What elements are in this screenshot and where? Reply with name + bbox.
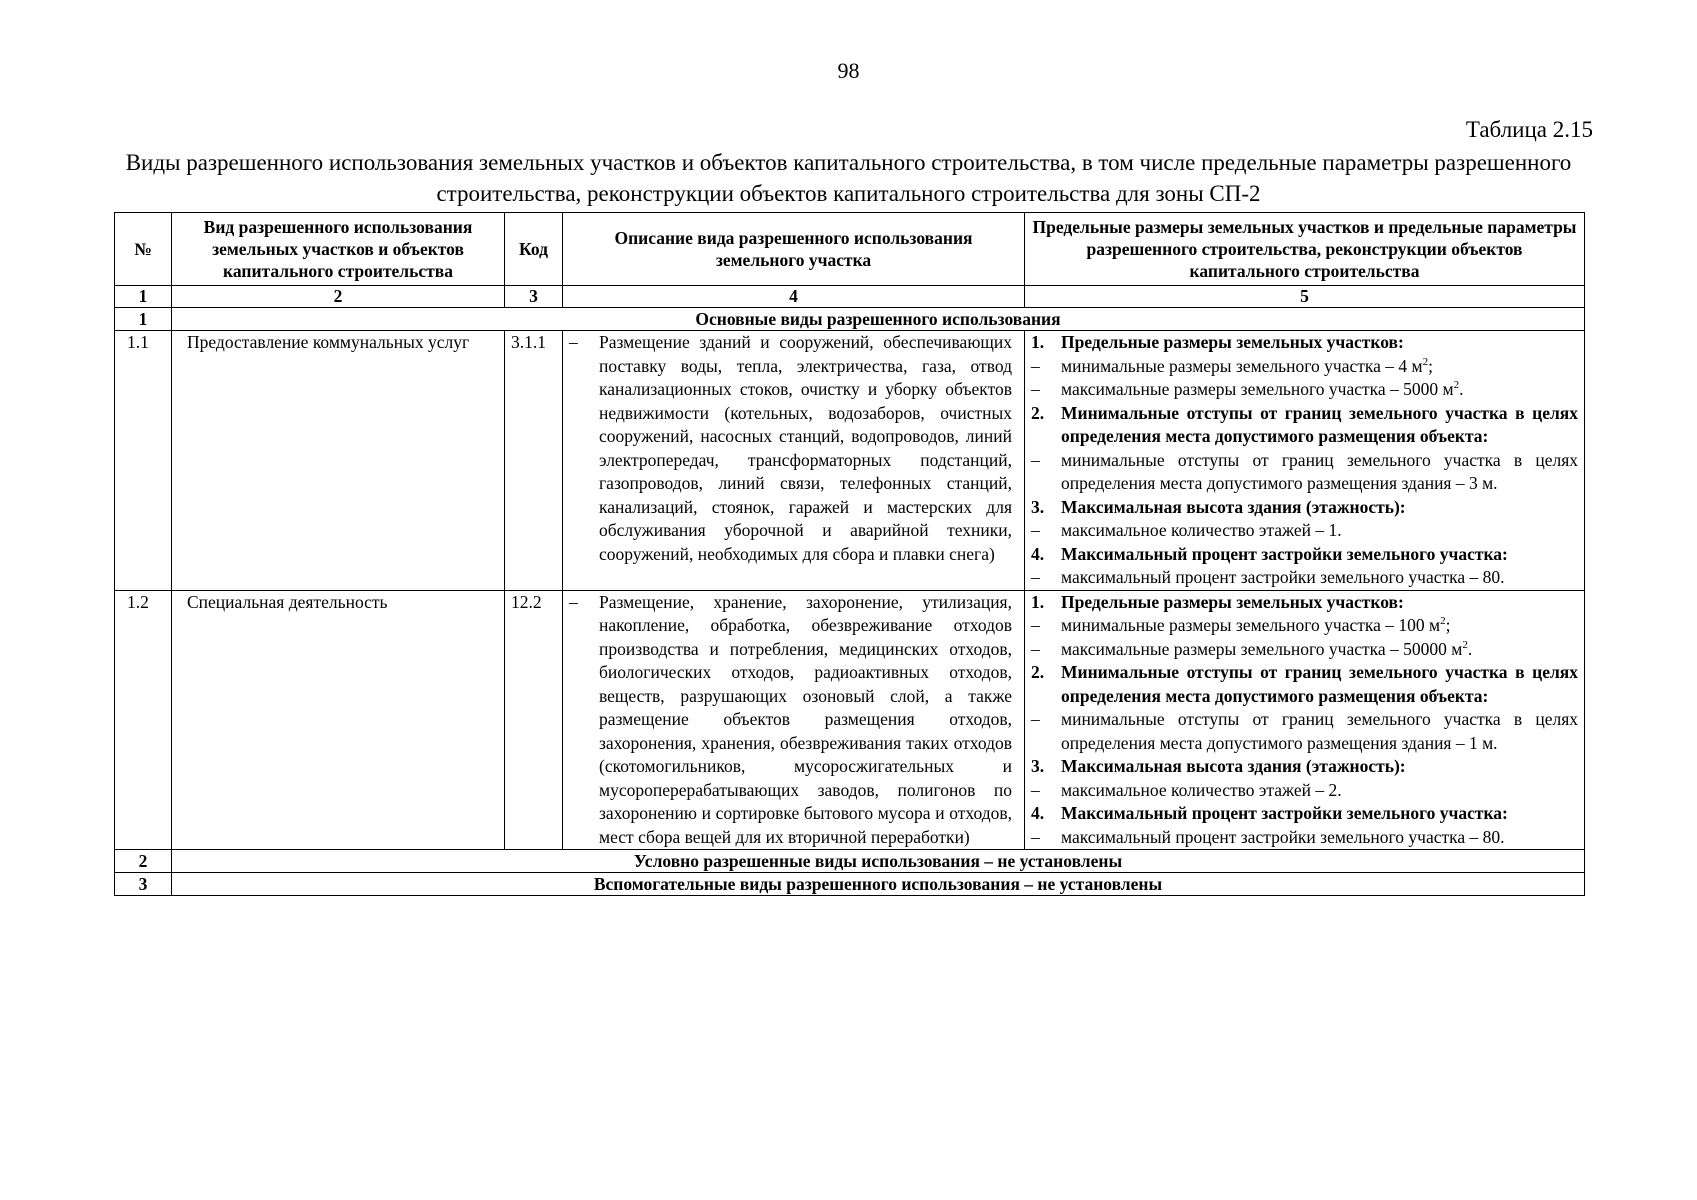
column-number-row — [115, 286, 1585, 308]
superscript: 2 — [1422, 355, 1429, 368]
header-num: № — [115, 213, 172, 286]
list-marker: 3. — [1031, 756, 1045, 776]
params-item — [1061, 355, 1578, 379]
list-marker: 1. — [1031, 591, 1045, 612]
dash-marker: – — [1031, 638, 1040, 659]
zone-table — [114, 212, 1585, 896]
params-item: максимальное количество этажей – 2. — [1061, 779, 1342, 800]
punctuation: ; — [1445, 615, 1451, 635]
superscript: 2 — [1440, 615, 1446, 628]
params-item: максимальное количество этажей – 1. — [1061, 520, 1342, 540]
params-heading: Максимальная высота здания (этажность): — [1061, 756, 1406, 776]
header-code: Код — [505, 213, 563, 286]
params-heading: Максимальная высота здания (этажность): — [1061, 496, 1406, 517]
description-text: Размещение зданий и сооружений, обеспечивающих поставку воды, тепла, электричества, газа, отвод канализационных стоков, очистку и уборку объектов недвижимости (котельных, водозаборов, очистных сооружений, насосных станций, водопроводов, линий электропередач, трансформаторных подстанций, газопроводов, линий связи, телефонных станций, канализаций, стоянок, гаражей и мастерских для обслуживания уборочной и аварийной техники, сооружений, необходимых для сбора и плавки снега) — [599, 332, 1012, 564]
column-number: 2 — [172, 286, 505, 308]
params-heading: Максимальный процент застройки земельного участка: — [1061, 543, 1508, 564]
params-heading: Предельные размеры земельных участков: — [1061, 591, 1404, 612]
header-description: Описание вида разрешенного использования земельного участка — [563, 213, 1025, 286]
column-number: 1 — [115, 286, 172, 308]
superscript: 2 — [1462, 638, 1468, 651]
dash-marker: – — [1031, 449, 1040, 470]
dash-marker: – — [569, 332, 578, 352]
section-num: 1 — [115, 308, 172, 331]
superscript: 2 — [1453, 379, 1460, 392]
row-description — [563, 590, 1025, 850]
list-marker: 2. — [1031, 662, 1045, 682]
dash-marker: – — [1031, 567, 1040, 587]
list-marker: 4. — [1031, 543, 1045, 564]
section-row-auxiliary — [115, 873, 1585, 896]
document-title: Виды разрешенного использования земельных участков и объектов капитального строительства, в том числе предельные параметры разрешенного строительства, реконструкции объектов капитального строительства для зоны СП-2 — [125, 150, 1572, 206]
dash-marker: – — [1031, 615, 1040, 635]
max-area-text: максимальные размеры земельного участка – 50000 м — [1061, 638, 1463, 659]
punctuation: . — [1459, 379, 1464, 399]
params-heading: Минимальные отступы от границ земельного участка в целях определения места допустимого размещения объекта: — [1061, 402, 1578, 446]
params-list — [1031, 591, 1578, 850]
row-code: 3.1.1 — [505, 331, 563, 591]
dash-marker: – — [1031, 355, 1040, 376]
column-number: 5 — [1025, 286, 1585, 308]
punctuation: . — [1467, 638, 1473, 659]
dash-marker: – — [1031, 779, 1040, 800]
table-row — [115, 331, 1585, 591]
params-item — [1061, 614, 1578, 638]
table-row — [115, 590, 1585, 850]
params-item: минимальные отступы от границ земельного участка в целях определения места допустимого размещения здания – 3 м. — [1061, 449, 1578, 493]
max-area-text: максимальные размеры земельного участка – 5000 м — [1061, 379, 1454, 399]
row-num: 1.1 — [115, 331, 172, 591]
dash-marker: – — [1031, 520, 1040, 540]
dash-marker: – — [1031, 379, 1040, 399]
row-params — [1025, 590, 1585, 850]
row-params — [1025, 331, 1585, 591]
description-text: Размещение, хранение, захоронение, утилизация, накопление, обработка, обезвреживание отходов производства и потребления, медицинских отходов, биологических отходов, радиоактивных отходов, веществ, разрушающих озоновый слой, а также размещение объектов размещения отходов, захоронения, хранения, обезвреживания таких отходов (скотомогильников, мусоросжигательных и мусороперерабатывающих заводов, полигонов по захоронению и сортировке бытового мусора и отходов, мест сбора вещей для их вторичной переработки) — [599, 591, 1012, 847]
header-row — [115, 213, 1585, 286]
min-area-text: минимальные размеры земельного участка – 4 м — [1061, 355, 1423, 376]
page-number: 98 — [837, 58, 860, 83]
params-item: максимальный процент застройки земельного участка – 80. — [1061, 567, 1505, 587]
header-params: Предельные размеры земельных участков и предельные параметры разрешенного строительства, реконструкции объектов капитального строительства — [1025, 213, 1585, 286]
params-item: минимальные отступы от границ земельного участка в целях определения места допустимого размещения здания – 1 м. — [1061, 709, 1578, 753]
dash-marker: – — [1031, 709, 1040, 729]
row-use-type: Специальная деятельность — [172, 590, 505, 850]
params-heading: Предельные размеры земельных участков: — [1061, 332, 1404, 352]
params-list — [1031, 331, 1578, 590]
row-use-type: Предоставление коммунальных услуг — [172, 331, 505, 591]
punctuation: ; — [1428, 355, 1433, 376]
params-item — [1061, 378, 1578, 402]
dash-marker: – — [569, 591, 578, 612]
params-item: максимальный процент застройки земельного участка – 80. — [1061, 826, 1505, 847]
row-num: 1.2 — [115, 590, 172, 850]
list-marker: 4. — [1031, 803, 1045, 823]
section-label: Вспомогательные виды разрешенного использования – не установлены — [172, 873, 1585, 896]
dash-marker: – — [1031, 826, 1040, 847]
params-heading: Максимальный процент застройки земельного участка: — [1061, 803, 1508, 823]
header-type: Вид разрешенного использования земельных участков и объектов капитального строительства — [172, 213, 505, 286]
section-row-main — [115, 308, 1585, 331]
min-area-text: минимальные размеры земельного участка – 100 м — [1061, 615, 1441, 635]
section-label: Условно разрешенные виды использования – не установлены — [172, 850, 1585, 873]
params-heading: Минимальные отступы от границ земельного участка в целях определения места допустимого размещения объекта: — [1061, 662, 1578, 706]
list-marker: 2. — [1031, 402, 1045, 423]
list-marker: 1. — [1031, 332, 1045, 352]
row-code: 12.2 — [505, 590, 563, 850]
column-number: 4 — [563, 286, 1025, 308]
section-row-conditional — [115, 850, 1585, 873]
section-num: 3 — [115, 873, 172, 896]
table-label: Таблица 2.15 — [1465, 117, 1593, 142]
section-num: 2 — [115, 850, 172, 873]
row-description — [563, 331, 1025, 591]
section-label: Основные виды разрешенного использования — [172, 308, 1585, 331]
column-number: 3 — [505, 286, 563, 308]
params-item — [1061, 638, 1578, 662]
list-marker: 3. — [1031, 496, 1045, 517]
